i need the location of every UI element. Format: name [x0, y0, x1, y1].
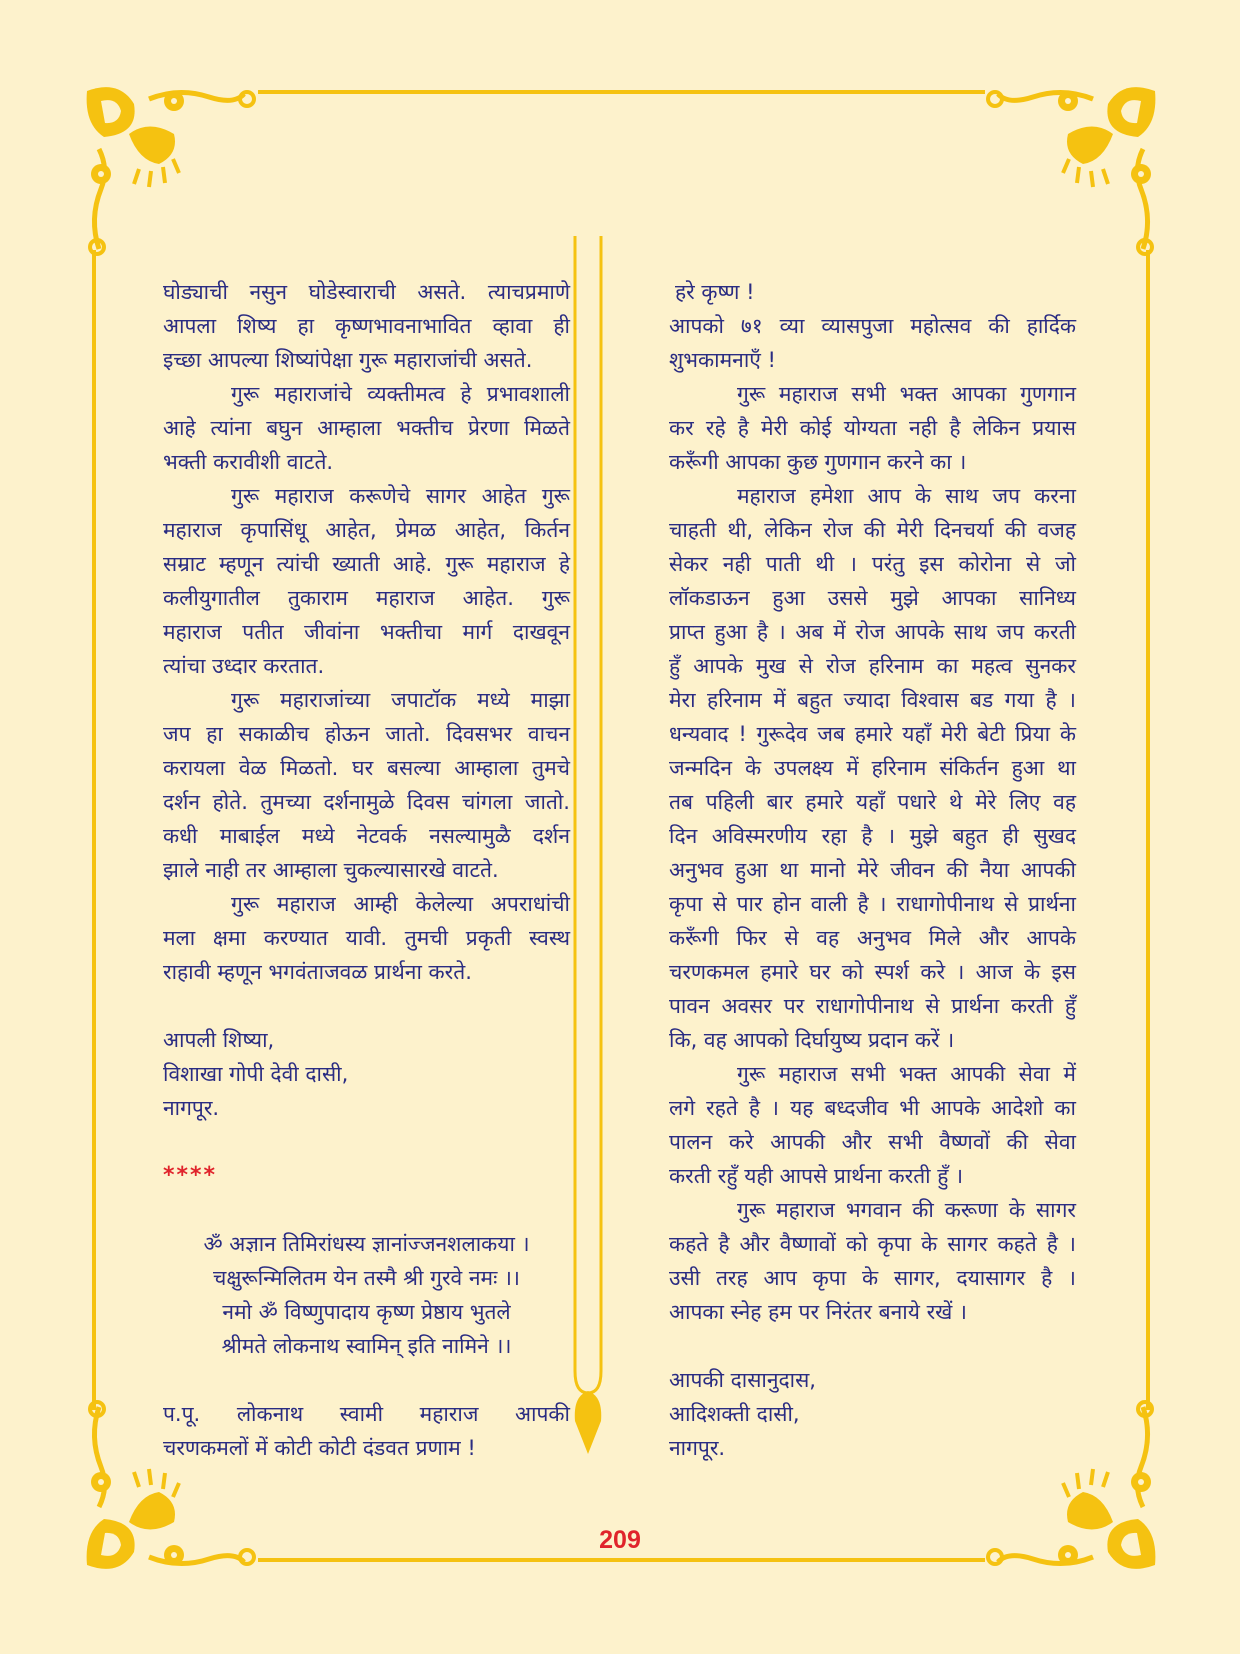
paragraph [163, 275, 570, 377]
text-line: दिन अविस्मरणीय रहा है । मुझे बहुत ही सुखद [669, 824, 1076, 848]
text-line: त्यांचा उध्दार करतात. [163, 654, 325, 678]
text-line: आपका स्नेह हम पर निरंतर बनाये रखें । [669, 1300, 967, 1324]
text-line: नागपूर. [163, 1096, 220, 1120]
text-line: मला क्षमा करण्यात यावी. तुमची प्रकृती स्वस्थ [163, 926, 570, 950]
paragraph [669, 479, 1076, 1057]
greeting: हरे कृष्ण ! [675, 280, 755, 304]
text-line: सेकर नही पाती थी । परंतु इस कोरोना से जो [669, 552, 1076, 576]
blank-line [163, 989, 570, 1023]
text-line: आपको ७१ व्या व्यासपुजा महोत्सव की हार्दिक [669, 314, 1076, 338]
text-line: जप हा सकाळीच होऊन जातो. दिवसभर वाचन [163, 722, 570, 746]
text-line: धन्यवाद ! गुरूदेव जब हमारे यहाँ मेरी बेटी प्रिया के [669, 722, 1076, 746]
border-right-line [1146, 250, 1150, 1410]
paragraph [669, 1057, 1076, 1193]
text-line: चाहती थी, लेकिन रोज की मेरी दिनचर्या की वजह [669, 518, 1076, 542]
text-line: शुभकामनाएँ ! [669, 348, 776, 372]
text-line: गुरू महाराज सभी भक्त आपका गुणगान [737, 382, 1076, 406]
text-line: करती रहुँ यही आपसे प्रार्थना करती हुँ । [669, 1164, 964, 1188]
text-line: आपकी दासानुदास, [669, 1368, 816, 1392]
corner-ornament-top-left [79, 79, 259, 259]
text-line: आपली शिष्या, [163, 1028, 275, 1052]
text-line: दर्शन होते. तुमच्या दर्शनामुळे दिवस चांगला जातो. [163, 790, 570, 814]
text-line: गुरू महाराज आम्ही केलेल्या अपराधांची [231, 892, 570, 916]
separator-stars: **** [163, 1163, 218, 1188]
text-line: गुरू महाराज करूणेचे सागर आहेत गुरू [231, 484, 570, 508]
page-number: 209 [599, 1526, 641, 1554]
sanskrit-verse [163, 1227, 570, 1363]
text-line: आदिशक्ती दासी, [669, 1402, 800, 1426]
blank-line [163, 1125, 570, 1159]
text-line: पालन करे आपकी और सभी वैष्णवों की सेवा [669, 1130, 1076, 1154]
text-line: सम्राट म्हणून त्यांची ख्याती आहे. गुरू महाराज हे [163, 552, 570, 576]
text-line: प्राप्त हुआ है । अब में रोज आपके साथ जप करती [669, 620, 1076, 644]
paragraph [669, 377, 1076, 479]
text-line: चरणकमलों में कोटी कोटी दंडवत प्रणाम ! [163, 1436, 476, 1460]
text-line: प.पू. लोकनाथ स्वामी महाराज आपकी [163, 1402, 570, 1426]
signature [163, 1023, 570, 1125]
text-line: झाले नाही तर आम्हाला चुकल्यासारखे वाटते. [163, 858, 499, 882]
text-line: विशाखा गोपी देवी दासी, [163, 1062, 349, 1086]
text-line: चक्षुरून्मिलितम येन तस्मै श्री गुरवे नमः ।। [213, 1266, 520, 1290]
text-line: श्रीमते लोकनाथ स्वामिन् इति नामिने ।। [221, 1334, 512, 1358]
paragraph [163, 479, 570, 683]
text-line: महाराज हमेशा आप के साथ जप करना [737, 484, 1076, 508]
text-line: करायला वेळ मिळतो. घर बसल्या आम्हाला तुमचे [163, 756, 570, 780]
column-divider [565, 236, 615, 1458]
text-line: जन्मदिन के उपलक्ष्य में हरिनाम संकिर्तन हुआ था [669, 756, 1076, 780]
text-line: नमो ॐ विष्णुपादाय कृष्ण प्रेष्ठाय भुतले [222, 1300, 511, 1324]
paragraph [669, 1193, 1076, 1329]
text-line: लॉकडाऊन हुआ उससे मुझे आपका सानिध्य [669, 586, 1076, 610]
right-column [669, 275, 1076, 1465]
text-line: चरणकमल हमारे घर को स्पर्श करे । आज के इस [669, 960, 1076, 984]
paragraph [669, 309, 1076, 377]
text-line: कि, वह आपको दिर्घायुष्य प्रदान करें । [669, 1028, 955, 1052]
paragraph [163, 377, 570, 479]
text-line: भक्ती करावीशी वाटते. [163, 450, 334, 474]
text-line: नागपूर. [669, 1436, 726, 1460]
text-line: कहते है और वैष्णावों को कृपा के सागर कहते है । [669, 1232, 1076, 1256]
closing-salutation [163, 1397, 570, 1465]
text-line: तब पहिली बार हमारे यहाँ पधारे थे मेरे लिए वह [669, 790, 1076, 814]
paragraph [163, 887, 570, 989]
blank-line [669, 1329, 1076, 1363]
text-line: महाराज कृपासिंधू आहेत, प्रेमळ आहेत, किर्तन [163, 518, 570, 542]
text-line: महाराज पतीत जीवांना भक्तीचा मार्ग दाखवून [163, 620, 570, 644]
corner-ornament-top-right [983, 79, 1163, 259]
text-line: गुरू महाराजांचे व्यक्तीमत्व हे प्रभावशाली [231, 382, 570, 406]
left-column [163, 275, 570, 1465]
text-line: करूँगी आपका कुछ गुणगान करने का । [669, 450, 967, 474]
text-line: करूँगी फिर से वह अनुभव मिले और आपके [669, 926, 1076, 950]
text-line: गुरू महाराज भगवान की करूणा के सागर [737, 1198, 1076, 1222]
border-bottom-line [258, 1558, 985, 1562]
text-line: आहे त्यांना बघुन आम्हाला भक्तीच प्रेरणा मिळते [163, 416, 570, 440]
text-line: गुरू महाराज सभी भक्त आपकी सेवा में [737, 1062, 1076, 1086]
text-line: इच्छा आपल्या शिष्यांपेक्षा गुरू महाराजांची असते. [163, 348, 533, 372]
text-line: कलीयुगातील तुकाराम महाराज आहेत. गुरू [163, 586, 570, 610]
text-line: हुँ आपके मुख से रोज हरिनाम का महत्व सुनकर [669, 654, 1076, 678]
border-top-line [258, 90, 985, 94]
text-line: मेरा हरिनाम में बहुत ज्यादा विश्वास बड गया है । [669, 688, 1076, 712]
text-line: राहावी म्हणून भगवंताजवळ प्रार्थना करते. [163, 960, 472, 984]
border-left-line [92, 250, 96, 1410]
blank-line [163, 1363, 570, 1397]
drop-ornament [575, 1391, 601, 1454]
text-line: उसी तरह आप कृपा के सागर, दयासागर है । [669, 1266, 1076, 1290]
paragraph [163, 683, 570, 887]
text-line: घोड्याची नसुन घोडेस्वाराची असते. त्याचप्रमाणे [163, 280, 570, 304]
text-line: ॐ अज्ञान तिमिरांधस्य ज्ञानांज्जनशलाकया । [203, 1232, 530, 1256]
signature [669, 1363, 1076, 1465]
text-line: पावन अवसर पर राधागोपीनाथ से प्रार्थना करती हुँ [669, 994, 1076, 1018]
text-line: कृपा से पार होन वाली है । राधागोपीनाथ से प्रार्थना [669, 892, 1076, 916]
text-line: लगे रहते है । यह बध्दजीव भी आपके आदेशो का [669, 1096, 1076, 1120]
text-line: कधी माबाईल मध्ये नेटवर्क नसल्यामुळै दर्शन [163, 824, 570, 848]
blank-line [163, 1193, 570, 1227]
text-line: कर रहे है मेरी कोई योग्यता नही है लेकिन प्रयास [669, 416, 1076, 440]
text-line: अनुभव हुआ था मानो मेरे जीवन की नैया आपकी [669, 858, 1076, 882]
text-line: गुरू महाराजांच्या जपाटॉक मध्ये माझा [231, 688, 570, 712]
text-line: आपला शिष्य हा कृष्णभावनाभावित व्हावा ही [163, 314, 570, 338]
